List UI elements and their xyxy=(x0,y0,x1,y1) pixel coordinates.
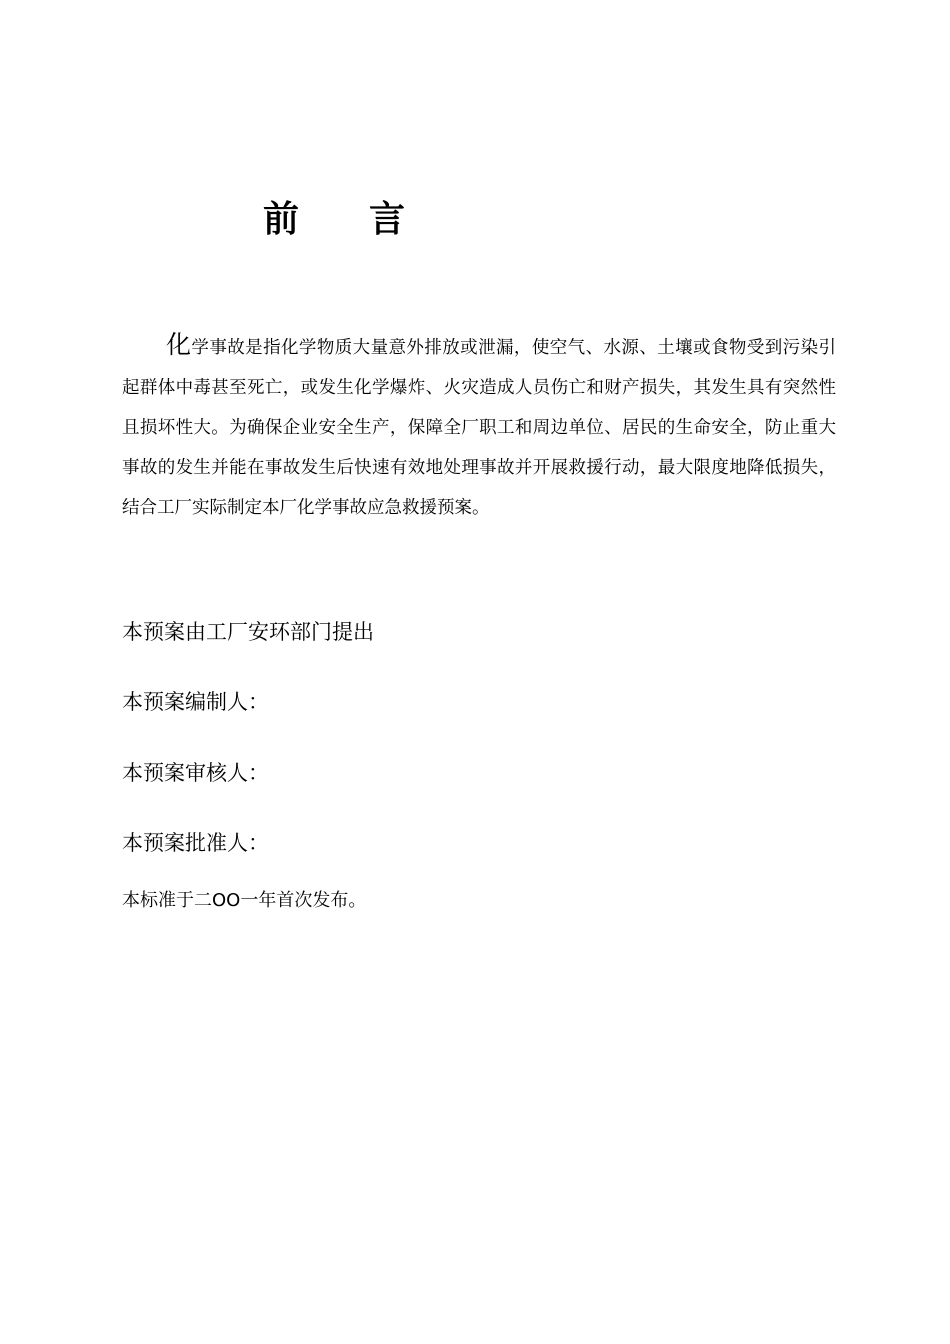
title-char-2: 言 xyxy=(369,199,406,240)
intro-paragraph xyxy=(122,328,836,528)
compiler-line: 本预案编制人： xyxy=(122,690,269,714)
reviewer-line: 本预案审核人： xyxy=(122,761,269,785)
intro-first-char: 化 xyxy=(166,330,192,359)
release-note: 本标准于二OO一年首次发布。 xyxy=(122,890,367,911)
approver-line: 本预案批准人： xyxy=(122,831,269,855)
intro-text: 学事故是指化学物质大量意外排放或泄漏，使空气、水源、土壤或食物受到污染引起群体中毒甚至死亡，或发生化学爆炸、火灾造成人员伤亡和财产损失，其发生具有突然性且损坏性大。为确保企业安全生产，保障全厂职工和周边单位、居民的生命安全，防止重大事故的发生并能在事故发生后快速有效地处理事故并开展救援行动，最大限度地降低损失，结合工厂实际制定本厂化学事故应急救援预案。 xyxy=(122,338,836,518)
title-char-1: 前 xyxy=(263,199,300,240)
page-title xyxy=(263,195,405,245)
proposer-line: 本预案由工厂安环部门提出 xyxy=(122,620,374,644)
